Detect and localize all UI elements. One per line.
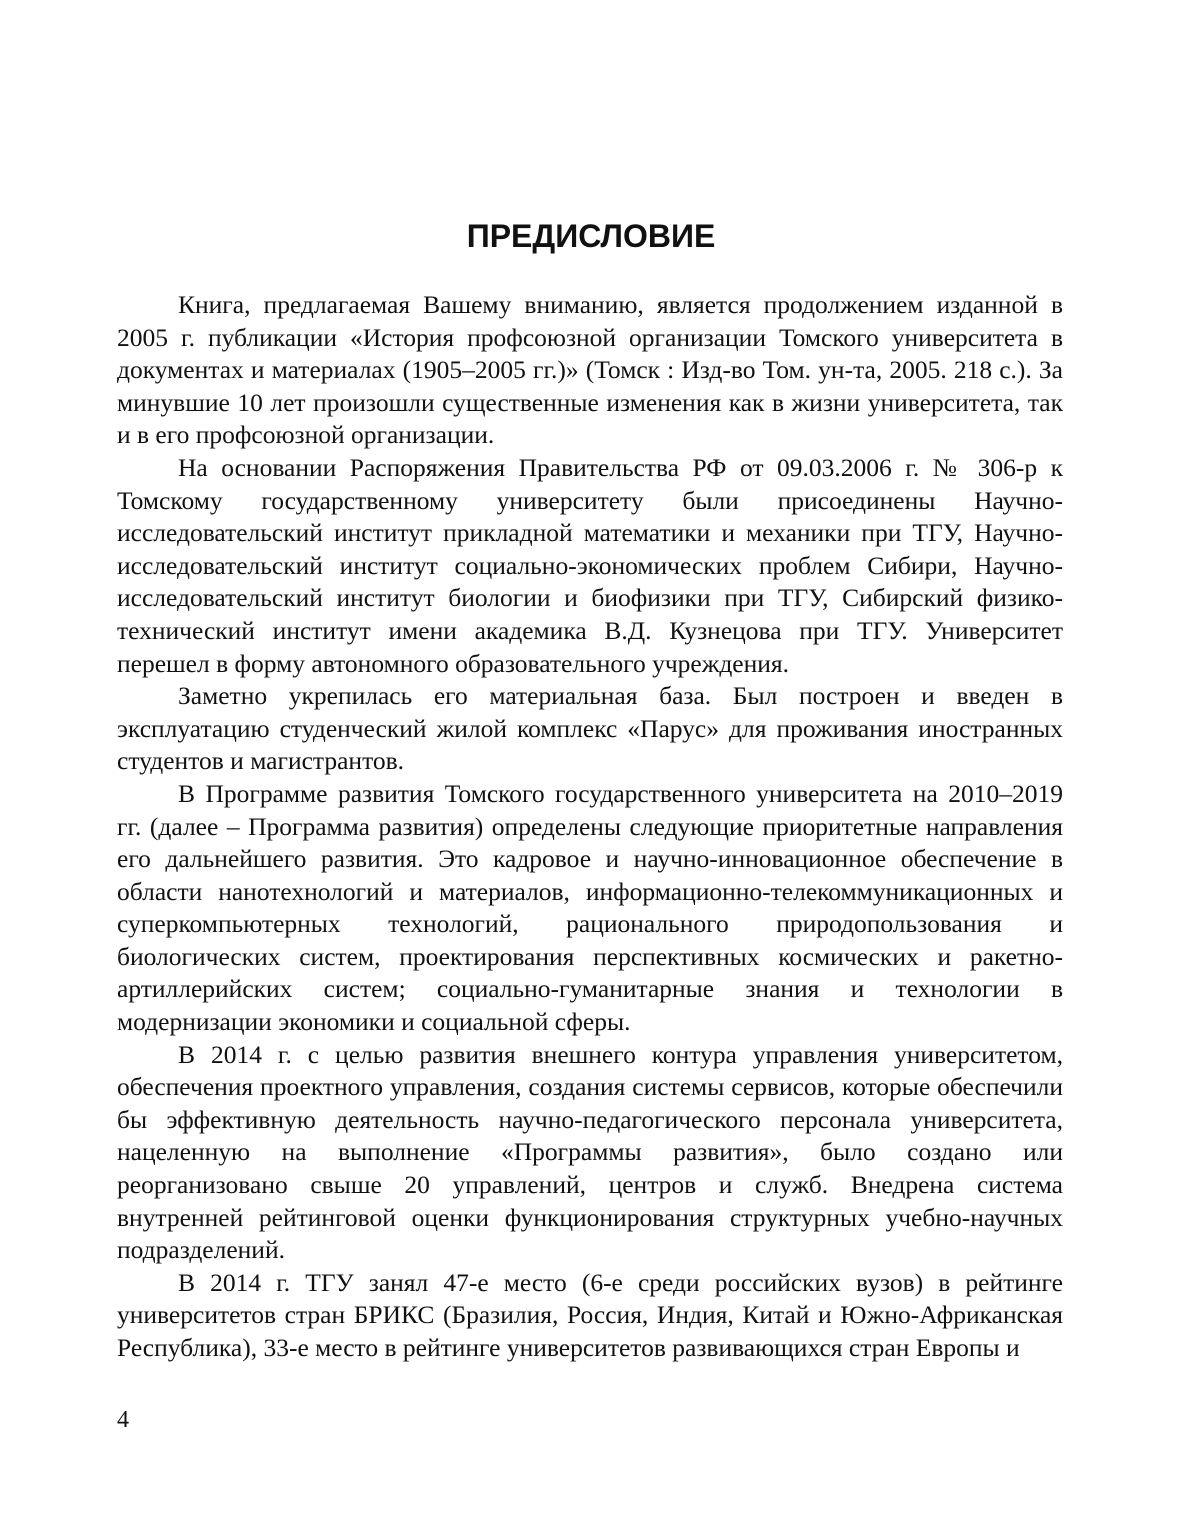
paragraph: Заметно укрепилась его материальная база. Был построен и введен в эксплуатацию студенческий жилой комплекс «Парус» для проживания иностранных студентов и магистрантов. <box>117 681 1063 776</box>
paragraph: Книга, предлагаемая Вашему вниманию, является продолжением изданной в 2005 г. публикации «История профсоюзной организации Томского университета в документах и материалах (1905–2005 гг.)» (Томск : Изд-во Том. ун-та, 2005. 218 с.). За минувшие 10 лет произошли существенные изменения как в жизни университета, так и в его профсоюзной организации. <box>117 290 1063 450</box>
body-text <box>117 289 1063 1365</box>
paragraph: На основании Распоряжения Правительства РФ от 09.03.2006 г. № 306-р к Томскому государственному университету были присоединены Научно-исследовательский институт прикладной математики и механики при ТГУ, Научно-исследовательский институт социально-экономических проблем Сибири, Научно-исследовательский институт биологии и биофизики при ТГУ, Сибирский физико-технический институт имени академика В.Д. Кузнецова при ТГУ. Университет перешел в форму автономного образовательного учреждения. <box>117 452 1063 678</box>
paragraph: В Программе развития Томского государственного университета на 2010–2019 гг. (далее – Программа развития) определены следующие приоритетные направления его дальнейшего развития. Это кадровое и научно-инновационное обеспечение в области нанотехнологий и материалов, информационно-телекоммуникационных и суперкомпьютерных технологий, рационального природопользования и биологических систем, проектирования перспективных космических и ракетно-артиллерийских систем; социально-гуманитарные знания и технологии в модернизации экономики и социальной сферы. <box>117 778 1063 1037</box>
page-title: ПРЕДИСЛОВИЕ <box>466 218 716 254</box>
paragraph: В 2014 г. ТГУ занял 47-е место (6-е среди российских вузов) в рейтинге университетов стран БРИКС (Бразилия, Россия, Индия, Китай и Южно-Африканская Республика), 33-е место в рейтинге университетов развивающихся стран Европы и <box>117 1267 1063 1362</box>
paragraph: В 2014 г. с целью развития внешнего контура управления университетом, обеспечения проектного управления, создания системы сервисов, которые обеспечили бы эффективную деятельность научно-педагогического персонала университета, нацеленную на выполнение «Программы развития», было создано или реорганизовано свыше 20 управлений, центров и служб. Внедрена система внутренней рейтинговой оценки функционирования структурных учебно-научных подразделений. <box>117 1039 1063 1265</box>
page-number: 4 <box>117 1407 129 1433</box>
